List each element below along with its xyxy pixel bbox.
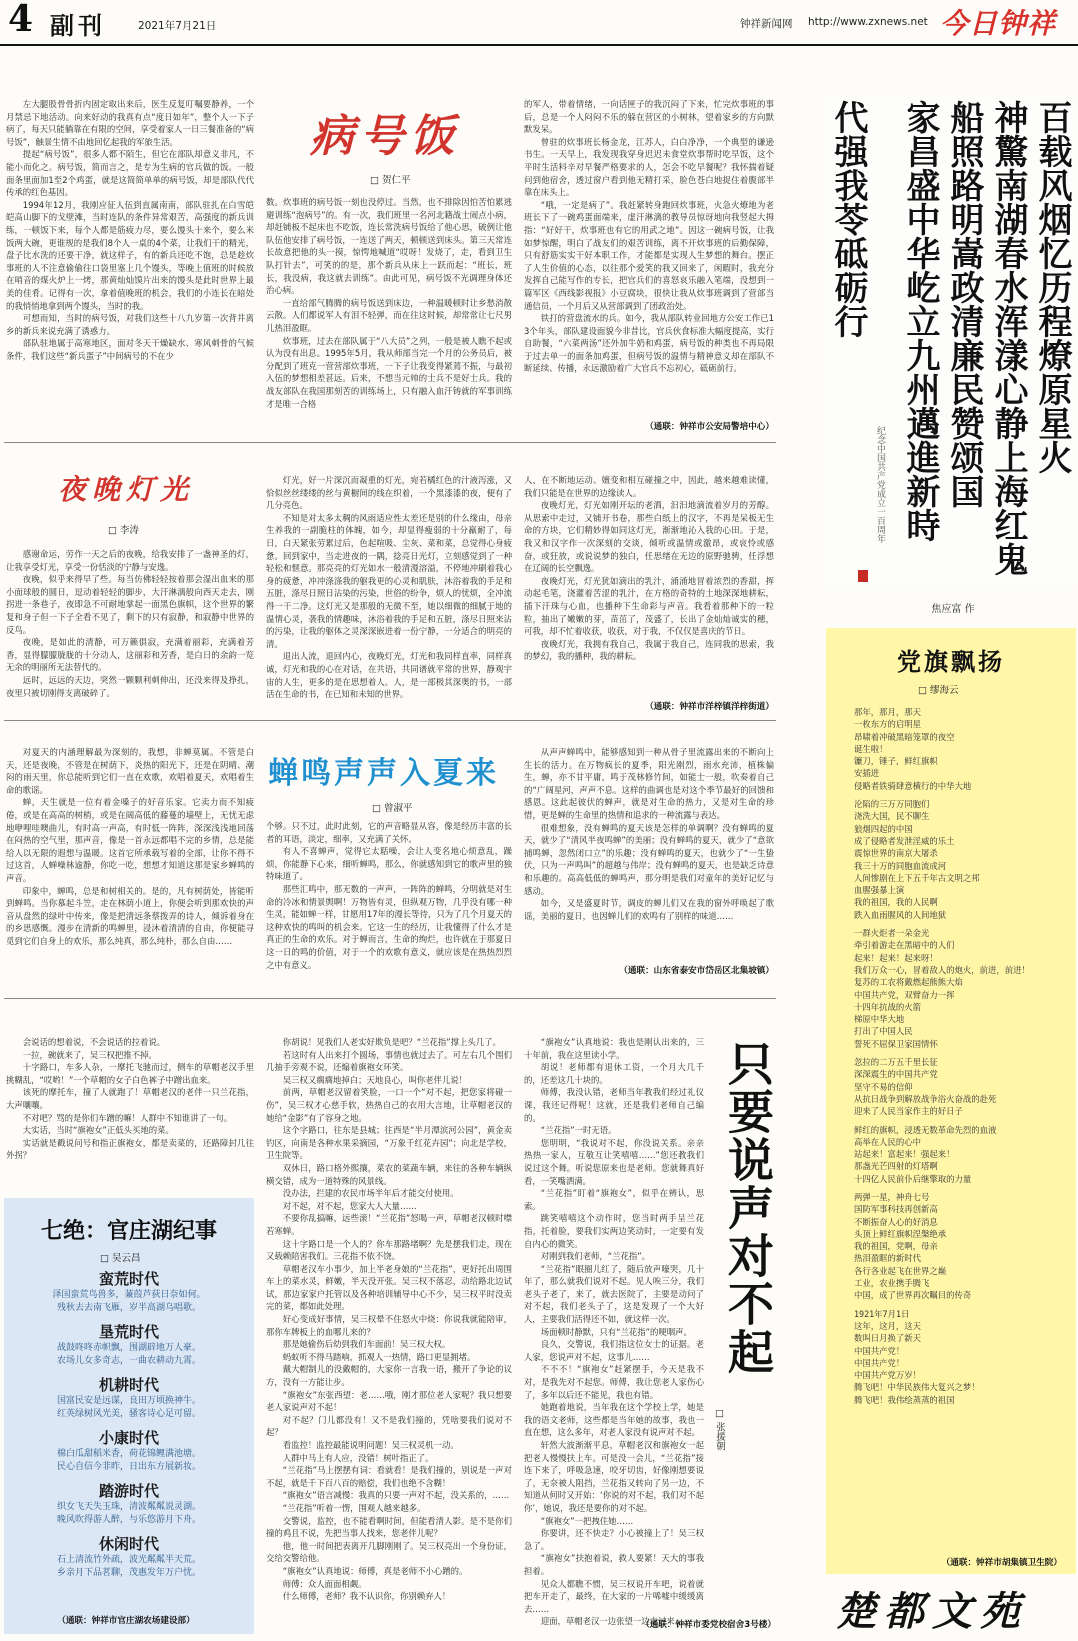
paragraph: 你胡说！见我们人老实好欺负是吧？“兰花指”撑上头几了。 bbox=[282, 1037, 501, 1047]
party-poem-author: □ 缪海云 bbox=[918, 682, 959, 696]
stanza bbox=[4, 1268, 254, 1315]
calligraphy-column: 家昌盛中华屹立九州邁進新時 bbox=[900, 100, 940, 542]
paragraph: “兰花指”听着一愣，围观人越来越多。 bbox=[282, 1502, 426, 1513]
paragraph: 感谢命运，劳作一天之后的夜晚，给我安排了一盏神圣的灯，让我享受灯光，享受一份恬淡的宁静与安逸。 bbox=[6, 549, 254, 572]
poem-line: 昂啸着冲破黑暗笼罩的夜空 bbox=[854, 731, 955, 742]
paragraph: 一拉，碗就来了，吴三权把推不掉。 bbox=[22, 1049, 157, 1060]
paragraph: 什么师傅，老师？我不认识你，你别赖弃人！ bbox=[282, 1591, 451, 1602]
stanza bbox=[4, 1321, 254, 1368]
paragraph: 提起“病号饭”，很多人都不陌生，但它在部队却意义非凡，不能小而化之。病号饭，简而言之，是专为生病的官兵做的饭。一般面条里面加1至2个鸡蛋，就是这简简单单的病号饭，却是部队代代传承的红色基因。 bbox=[6, 149, 254, 198]
stanza-line: 农场儿女多奇志，一曲农耕动九霄。 bbox=[56, 1356, 201, 1366]
paragraph: “兰花指”盯着“旗袍女”，似乎在辨认，思索。 bbox=[524, 1188, 704, 1211]
article4-title: 只要说声对不起 bbox=[721, 1040, 775, 1376]
poem-line: 那盏光芒四射的灯塔啊 bbox=[854, 1161, 938, 1172]
stanza bbox=[854, 1124, 1072, 1185]
stanza-line: 晚风吹得游人醉，与乐悠游月下舟。 bbox=[56, 1515, 201, 1525]
paragraph: 人，在不断地运动、嬗变和相互碰撞之中，因此，越来越难读懂，我们只能是在世界的边缘读人。 bbox=[524, 475, 774, 498]
paragraph: 的军人，带着情绪，一向话匣子的我沉闷了下来，忙完炊事班的事后，总是一个人闷闷不乐的躲在营区的小树林，望着家乡的方向默默发呆。 bbox=[524, 99, 774, 135]
stanza-heading: 踏游时代 bbox=[98, 1482, 159, 1500]
paragraph: “旗袍女”认真地说：师傅，真是老师不小心蹭的。 bbox=[282, 1565, 468, 1576]
article1-col1 bbox=[6, 98, 254, 438]
article1-col3 bbox=[524, 98, 774, 416]
paragraph: 会说话的想着说，不会说话的拉着说。 bbox=[22, 1037, 166, 1047]
article3-source: （通联：山东省泰安市岱岳区北集坡镇） bbox=[619, 966, 774, 976]
article3-col2 bbox=[266, 820, 512, 982]
article4-author: □ 张援朝 bbox=[712, 1408, 726, 1451]
divider bbox=[4, 720, 776, 721]
paragraph: 曾驻的炊事班长杨金龙，江苏人，白白净净，一个典型的谦逊书生。一天早上，我发现我穿身迟迟未食堂炊事帮时吃早饭，这个平时生活料辛对早餐严格要求的人，怎会不吃早餐呢？我怀揣着疑问到他宿舍，透过窗户看到他无精打采，脸色苍白地捉住着腹部半靠在床头上。 bbox=[524, 136, 774, 198]
paragraph: 可想而知，当时的病号饭，对我们这些十八九岁第一次背井离乡的新兵来说充满了诱惑力。 bbox=[6, 313, 254, 336]
poem-line: 那年，那月，那天 bbox=[854, 707, 921, 717]
paragraph: 胡说！老师都有退休工资，一个月大几千的，还差这几十块的。 bbox=[524, 1062, 704, 1085]
paragraph: “旗袍女”扶抱着说，救人要紧！天大的事我担着。 bbox=[524, 1553, 704, 1576]
paragraph: 印象中，蝉鸣，总是和树相关的。是的，凡有树荫处，皆能听到蝉鸣。当你慕起斗笠，走在林荫小道上，你便会听到那欢快的声音从盘然的绿叶中传来，像是把清远条蔡拨弄的诗人，倾诉着身在的乡思感慨。漫步在清新的鸣蝉里，浸沐着清清的自由，你便能寻觅到它们自身上的欢乐，那么纯真，那么纯朴，那么自由…… bbox=[6, 885, 254, 946]
poem-line: 我的祖国，党啊，母亲 bbox=[854, 1241, 938, 1252]
page-number: 4 bbox=[8, 0, 34, 40]
paragraph: 炊事班，过去在部队属于“八大员”之列，一般是被人瞧不起或认为没有出息。1995年5月，我从师部当完一个月的公务员后，被分配到了班克一营营部炊事班，一下子让我变得紧蔫不振，与最初入伍的梦想相差甚远。后来，不想当元帅的士兵不是好士兵。我的战友部队在我国那刻苦的训练场上，只有融入血汗铸就的军事训练才是唯一合格 bbox=[266, 335, 512, 409]
stanza-line: 战鼓咚咚赤帜飘，围湖辟地万人豪。 bbox=[56, 1343, 201, 1353]
stanza-line: 泽国蛮荒鸟兽多，蒹葭芦荻日奈如何。 bbox=[52, 1290, 206, 1300]
divider bbox=[4, 442, 776, 443]
poem-line: 诞生啦！ bbox=[854, 743, 888, 754]
paragraph: 一直给部气腾腾的病号饭送到床边，一种温暖顿时让乡愁消散云散。人们都说军人有泪不轻弹，而在往这时候，却常常让七尺男儿热泪盈眶。 bbox=[266, 297, 512, 333]
stanza-heading: 机耕时代 bbox=[98, 1376, 159, 1394]
stanza-heading: 垦荒时代 bbox=[98, 1323, 159, 1341]
poem-line: 鲜红的旗帜，浸透无数革命先烈的血液 bbox=[854, 1124, 997, 1135]
article1-col2 bbox=[266, 196, 512, 438]
paragraph: 蚂蚁听不得马踏响，抓观人一热情，路口更显拥堵。 bbox=[282, 1351, 476, 1362]
paragraph: 夜晚，是如此的清静，可万籁俱寂，充满着丽彩，充满着芳香，显得朦朦胧胧的十分动人，这丽彩和芳香，是白日的余韵一览无余的明丽所无法替代的。 bbox=[6, 637, 254, 673]
poem-line: 镰刀，锤子，鲜红旗帜 bbox=[854, 756, 938, 767]
paragraph: 铁打的营盘流水的兵。如今，我从部队转业回地方公安工作已13个年头，部队建设面貌今非昔比，官兵伙食标准大幅度提高，实行自助餐，“六菜两汤”还外加牛奶和鸡蛋，病号饭的种类也不再局限于过去单一的面条加鸡蛋，但病号饭的温情与精神意义却在部队不断延续、传播，永远激励着广大官兵不忘初心，砥砺前行。 bbox=[524, 313, 774, 374]
paragraph: 轩然大波渐渐平息，草帽老汉和旗袍女一起把老人慢慢扶上车。可是没一会儿，“兰花指”接连下来了，呼吸急速，咬牙切齿，好像刚想要说了，无奈被人阻挡，兰花指又转向了另一边，不知道从何时又开始：‘你说的对不起，我们对不起你’，她说，我还是要你的对不起。 bbox=[524, 1440, 704, 1513]
poem-line: 国防军事科技再创新高 bbox=[854, 1204, 938, 1215]
paragraph: 这个字路口，往东是县城；往西是“半月潭滨河公园”，黄金卖钓区，向南是各种水果采摘园，“万象千红花卉园”；向北是学校，卫生院等。 bbox=[266, 1125, 512, 1161]
paragraph: 很难想象，没有蝉鸣的夏天该是怎样的单调啊？没有蝉鸣的夏天，就少了“清风半夜鸣蝉”的美丽；没有蝉鸣的夏天，就少了“意欲捕鸣蝉，忽然闭口立”的乐趣；没有蝉鸣的夏天，也就少了“一生蛰伏，只为一声鸣叫”的超越与伟岸；没有蝉鸣的夏天，也是缺乏诗意和乐趣的。高高低低的蝉鸣声，那分明是我们对童年的美好记忆与感动。 bbox=[524, 822, 774, 896]
stanza-heading: 小康时代 bbox=[98, 1429, 159, 1447]
paragraph: 实话就是戳说问号和指正旗袍女，都是卖菜的，还路障封几往外拐？ bbox=[6, 1137, 254, 1161]
party-poem-source: （通联：钟祥市胡集镇卫生院） bbox=[941, 1558, 1062, 1568]
paragraph: 有人不喜蝉声，觉得它太聒噪，会让人变名地心烦意乱，躁烦，你能静下心来，细听蝉鸣，那么，你就感知到它的歌声里的独特味道了。 bbox=[266, 846, 512, 882]
stanza bbox=[4, 1374, 254, 1421]
paragraph: 对刚到我们老师，“兰花指”。 bbox=[540, 1251, 650, 1262]
poem-line: 十四年抗战的火箭 bbox=[854, 1001, 921, 1012]
paragraph: 师傅：众人面面相觑。 bbox=[282, 1578, 367, 1589]
poem-line: 十四亿人民前仆后继擎取的力量 bbox=[854, 1173, 972, 1184]
poem-line: 从抗日战争到解放战争浴火奋战的赴死 bbox=[854, 1093, 997, 1104]
poem-line: 热泪盈眶的新时代 bbox=[854, 1253, 921, 1264]
paragraph: 对不起，对不起，您家大人大量…… bbox=[282, 1200, 417, 1211]
column-logo: 楚都文苑 bbox=[836, 1588, 1028, 1635]
poem-line: 人间惨剧在上下五千年古文明之邦 bbox=[854, 872, 980, 883]
paragraph: “兰花指”马上摆摆有词：看就看！是我们撞的，别说是一声对不起，就是千下百八百的赔偿，我们也绝不含糊！ bbox=[266, 1465, 512, 1488]
paragraph: 夜晚，似乎来得早了些。每当仿佛轻轻按着那会湿出血来的那小面球般的圆日，逗动着轻轻的脚步，大汗淋漓般向西天走去，刚拐进一条巷子，夜即急不可耐地掌起一面黑色旗帜，这个世界的繁复和身子但一下子全看不见了，剩下的只有寂静，和寂静中世界的反鸟。 bbox=[6, 574, 254, 635]
paragraph: 看监控！监控最能说明问题！吴三权灵机一动。 bbox=[282, 1440, 459, 1450]
paragraph: 十字路口，车多人杂，一摩托飞驰而过，侧车的草帽老汉手里挑糊乱，“哎哟！”一个草帽的女子白色裤子中蹭出血来。 bbox=[6, 1062, 254, 1085]
paragraph: 夜晚灯光，灯光如刚开坛的老酒，汩汩地滴流着岁月的芳醇。从思索中走过，又铺开书卷，那些白纸上的汉字，不再是呆板无生命的方块，它们精妙得如同这灯光，渐渐地沁入我的心田。于是，我又和汉字作一次深刻的交谈，倾听或温情或激昂，或哀怜或感奋，或狂放，或说说梦的独白，任思绪在无边的原野驰骋，任浮想在辽阔的长空飘逸。 bbox=[524, 500, 774, 574]
header-rule bbox=[0, 44, 1078, 46]
poem-line: 震惊世界的南京大屠杀 bbox=[854, 848, 938, 859]
poem-line: 中国，成了世界再次瞩目的传奇 bbox=[854, 1290, 972, 1301]
paragraph: “兰花指”一时无语。 bbox=[540, 1125, 617, 1136]
stanza-heading: 休闲时代 bbox=[98, 1535, 159, 1553]
article4-col1 bbox=[6, 1036, 254, 1192]
poem-line: 狼烟四起的中国 bbox=[854, 823, 913, 834]
article2-col3 bbox=[524, 474, 774, 698]
poem-box bbox=[4, 1198, 254, 1634]
stanza bbox=[854, 798, 1072, 921]
poem-line: 跌入血雨腥风的人间地狱 bbox=[854, 909, 947, 920]
paragraph: 双休日，路口格外熙攘，菜农的菜蔬车辆，来往的各种车辆纵横交错，成为一道特殊的风景线。 bbox=[266, 1162, 512, 1186]
paragraph: “旗袍女”语言减慢：我真的只要一声对不起，没关系的，…… bbox=[282, 1490, 510, 1501]
poem-line: 迎来了人民当家作主的好日子 bbox=[854, 1106, 963, 1117]
poem-source: （通联：钟祥市官庄湖农场建设部） bbox=[57, 1616, 195, 1626]
poem-line: 安插进 bbox=[854, 768, 880, 779]
calligraphy-column: 神驚南湖春水浑漾心静上海红鬼 bbox=[988, 100, 1028, 576]
paragraph: 吴三权又瘸瘸地掉白；天地良心，叫你老伴儿说！ bbox=[282, 1074, 468, 1085]
paragraph: 戴大帽制儿的没戴帽的，大家你一言我一语，搬开了争论的议方，没有一方能让步。 bbox=[266, 1364, 512, 1388]
paragraph: “兰花指”眼圈儿红了，随后放声嚎哭，几十年了，那么就我们说对不起。见人唉三分，我们老头子老了，来了，就去医院了，主要是动问了对不起，我们老头子了，这是发现了一个大好人，主要我们活得还不如，就这样一次。 bbox=[524, 1263, 704, 1325]
stanza-line: 残秋去去南飞雁，岁半高湖乌唱歌。 bbox=[56, 1303, 201, 1313]
poem-line: 1921年7月1日 bbox=[854, 1308, 910, 1319]
article4-col2 bbox=[266, 1036, 512, 1636]
article3-title: 蝉鸣声声入夏来 bbox=[268, 756, 499, 791]
page-header bbox=[0, 0, 1078, 44]
paragraph: “旗袍女”认真地说：我也是刚认出来的，三十年前，我在这里读小学。 bbox=[524, 1037, 704, 1060]
poem-line: 浇洗大国，民不聊生 bbox=[854, 811, 930, 822]
poem-line: 侵略者铁骑肆意横行的中华大地 bbox=[854, 780, 972, 791]
poem-line: 中国共产党万岁！ bbox=[854, 1370, 921, 1381]
poem-line: 不断振奋人心的好消息 bbox=[854, 1216, 938, 1227]
poem-line: 一枚东方的启明星 bbox=[854, 719, 921, 730]
poem-stanzas bbox=[4, 1268, 254, 1586]
paragraph: 草帽老汉车小事少，加上半老身娘的“兰花指”，更好托出周围车上的菜水灵，鲜嫩，半天没开张。吴三权不落忍，动给路北边试试，那边家家户托管以及各种培训辅导中心不少，吴三权平时没卖完的菜，都如此处理。 bbox=[266, 1263, 512, 1312]
poem-line: 梯原中华大地 bbox=[854, 1014, 905, 1025]
site-name: 钟祥新闻网 bbox=[740, 18, 793, 30]
poem-line: 忽拉的二万五千里长征 bbox=[854, 1057, 938, 1068]
stanza-heading: 蛮荒时代 bbox=[98, 1270, 159, 1288]
poem-line: 中国共产党！ bbox=[854, 1357, 905, 1368]
poem-line: 打出了中国人民 bbox=[854, 1026, 913, 1037]
stanza-line: 石上清流竹外疏，波光粼粼半天荒。 bbox=[56, 1555, 201, 1565]
paragraph: 不不不！“旗袍女”赶紧摆手，今天是我不对，是我先对不起您。师傅，我让您老人家伤心了，多年以后还不能见，我也有错。 bbox=[524, 1364, 704, 1400]
stanza bbox=[4, 1480, 254, 1527]
issue-date: 2021年7月21日 bbox=[138, 20, 217, 32]
paragraph: 远时，远远的天边，突然一颗颗利刺伸出，还没来得及挣扎，夜里只被切刚得支离破碎了。 bbox=[6, 674, 254, 698]
poem-line: 头顶上鲜红旗帜涅槃绝承 bbox=[854, 1228, 947, 1239]
paragraph: 1994年12月，我刚应征人伍到直属南南，部队驻扎在白雪皑皑高山脚下的戈壁滩，当时连队的条件异常艰苦，高强度的新兵训练，一顿饭下来，每个人都是筋疲力尽，要么馒头十来个，要么米饭两大碗，更谁规的是我们8个人一桌的4个菜，让我们干的精光，盘子比水洗的还要干净，就这样子，有的新兵还吃不饱，总是趁炊事班的人不注意偷偷往口袋里塞上几个馒头，等晚上值班的时候放在哨音的煤火炉上一烤，那黄灿灿馍片出来的馒头是此时世界上最美的佳肴。记得有一次，拿着值晚班的机会，我们的小连长在暗处的我悄悄地拿到两个馒头，当时的我。 bbox=[6, 199, 254, 311]
poem-line: 成了侵略者发泄淫威的乐土 bbox=[854, 835, 955, 846]
article4-source: （通联：钟祥市委党校宿舍3号楼） bbox=[641, 1620, 776, 1630]
paragraph: 没办法，拦建的农民市场半年后才能交付使用。 bbox=[282, 1188, 459, 1199]
paragraph: 她跑着地说，当年我在这个学校上学，她是我的语文老师，这些都是当年她的故事，我也一直在想，这么多年，对老人家没有说声对不起。 bbox=[524, 1402, 704, 1438]
party-poem-title: 党旗飘扬 bbox=[897, 648, 1005, 676]
party-poem-box bbox=[826, 628, 1076, 1574]
article4-col3 bbox=[524, 1036, 704, 1627]
poem-line: 两弹一星，神舟七号 bbox=[854, 1191, 930, 1202]
stanza bbox=[854, 1308, 1072, 1406]
paragraph: 对不起？门儿都没有！又不是我们撞的，凭啥要我们说对不起？ bbox=[266, 1414, 512, 1438]
article1-title: 病号饭 bbox=[310, 111, 460, 162]
paragraph: 从声声蝉鸣中，能够感知到一种从骨子里流露出来的不断向上生长的活力。在万物疯长的夏季，阳光刚烈，雨水充沛，植株偏生，蝉，亦不甘平庸，鸣于茂林修竹间，如能士一般，吹奏着自己的“广阔星河，声声不息。这样的曲调也是对这个季节最好的回馈和感恩。这此起彼伏的蝉声，就是对生命的热力，又是对生命的珍惜，更是蝉的生命里的热情和追求的一种流露与表达。 bbox=[524, 747, 774, 820]
paragraph: “旗袍女”东张西望：老……哦，刚才那位老人家呢？我只想要老人家说声对不起！ bbox=[266, 1389, 512, 1413]
section-name: 副刊 bbox=[50, 12, 106, 40]
poem-line: 工业，农业携手腾飞 bbox=[854, 1278, 930, 1289]
paragraph: 这十字路口是一个人的？你车那路堵啊？先是摆我们走，现在又载赖陪害我们。三花指不依不饶。 bbox=[266, 1238, 512, 1262]
stanza bbox=[4, 1427, 254, 1474]
poem-line: 这年，这月，这天 bbox=[854, 1320, 921, 1331]
stanza bbox=[854, 706, 1072, 792]
paragraph: 交警说，监控，也不能看啊时间，但能看清人影。是不是你们撞的鸡且不说，先把当事人找来，您老伴儿呢？ bbox=[266, 1515, 512, 1539]
poem-line: 我三十万的同胞血流成河 bbox=[854, 860, 947, 871]
calligraphy-credit: 焦应富 作 bbox=[931, 604, 975, 615]
paragraph: 如今，又是盛夏时节，调皮的蝉儿们又在我的窗外呼唤起了歌谣，美丽的夏日，也因蝉儿们的欢鸣有了别样的味道…… bbox=[524, 898, 774, 921]
paragraph: “旗袍女”一把拽住她…… bbox=[540, 1515, 634, 1526]
paragraph: 那些汇鸣中，那无数的一声声，一阵阵的蝉鸣，分明就是对生命的冷冰和情景舆啊！万物皆有灵，但纵观万物，几乎没有哪一种生灵，能如蝉一样，甘愿用17年的漫长等待，只为了几个月夏天的这种欢快的鸣叫的机会来。它这一生的经历，让我懂得了什么才是真正的生命的欢乐。对于蝉而言，生命的绚烂，也许就在于那夏日这一日的鸣的价值，对于一个的欢歌有意义，就应该是在热热烈烈之中有意义。 bbox=[266, 883, 512, 970]
paragraph: 灯光，好一片深沉而凝重的灯光，宛若橘红色的汁液泻涨，又恰似丝丝缕缕的丝与黄橱间的线在织着，一个黑漆漆的夜，便有了几分亮色。 bbox=[266, 475, 512, 511]
stanza bbox=[854, 927, 1072, 1050]
article2-col1 bbox=[6, 548, 254, 716]
paragraph: 师傅，我没认错，老师当年教我们经过礼仪课，我还记得呢！这就，还是我们老师自己编的。 bbox=[524, 1087, 704, 1123]
stanza-line: 民心自信今非昨，日出东方展新妆。 bbox=[56, 1462, 201, 1472]
calligraphy-inscription: 纪念中国共产党成立一百周年 bbox=[875, 426, 885, 543]
stanza bbox=[854, 1056, 1072, 1117]
article1-source: （通联：钟祥市公安局警培中心） bbox=[645, 422, 774, 432]
site-url[interactable]: http://www.zxnews.net bbox=[808, 16, 928, 28]
poem-line: 坚守不易的信仰 bbox=[854, 1081, 913, 1092]
paragraph: 退出人流，退回内心，夜晚灯光，灯光和我同样直率，同样真诚，灯光和我的心在对话，在共语，共同谱就平常的世界，静观宇宙的人生，更多的是在思想着人。人，是一部极其深奥的书，一部活在生命的书，在已知和未知的世界。 bbox=[266, 651, 512, 700]
poem-line: 深深震生的中国共产党 bbox=[854, 1069, 938, 1080]
article3-col1 bbox=[6, 746, 254, 982]
poem-line: 复苏的工农将戴燃起熊熊大焰 bbox=[854, 977, 963, 988]
calligraphy-column: 百载风烟忆历程燎原星火 bbox=[1032, 100, 1072, 474]
poem-line: 各行各业起飞在世界之巅 bbox=[854, 1265, 947, 1276]
paragraph: 良久，交警说，我们指这位女士的证据。老人家，您说声对不起，这事儿…… bbox=[524, 1339, 704, 1362]
paragraph: 大实话，当时“旗袍女”正低头买地的菜。 bbox=[22, 1125, 174, 1136]
article3-author: □ 曾淑平 bbox=[372, 800, 413, 814]
paragraph: 若这时有人出来打个圆场，事情也就过去了。可左右几个围们几抽手旁观不说，还煽着旗袍女环笑。 bbox=[266, 1049, 512, 1073]
article2-source: （通联：钟祥市洋梓镇洋梓街道） bbox=[645, 702, 774, 712]
paragraph: 部队驻地属于高寒地区，面对冬天干燥缺水、寒风刺骨的气候条件，我们这些“新兵蛋子”中间病号的不在少 bbox=[6, 338, 254, 361]
stanza-line: 乡亲月下品茗聊，茂惠发年万户忧。 bbox=[56, 1568, 201, 1578]
article1-author: □ 贺仁平 bbox=[370, 172, 411, 186]
poem-line: 起来！起来！起来呀！ bbox=[854, 952, 938, 963]
paragraph: 不对吧？骂的是你们车蹭的嘛！人群中不知谁讲了一句。 bbox=[22, 1112, 233, 1123]
stanza bbox=[4, 1533, 254, 1580]
calligraphy-artwork bbox=[826, 100, 1076, 586]
paragraph: 夜晚灯光，我拥有我自己，我属于我自己，连同我的思索，我的梦幻，我的播种，我的耕耘。 bbox=[524, 638, 774, 662]
paragraph: 人群中马上有人应，没错！树叶指正了。 bbox=[282, 1452, 434, 1463]
article3-col3 bbox=[524, 746, 774, 960]
stanza-line: 织女飞天失玉珠，清波粼粼说灵湖。 bbox=[56, 1502, 201, 1512]
article2-title: 夜晚灯光 bbox=[58, 473, 195, 506]
paragraph: 个够。只不过，此时此刻，它的声音略显从容，像是经历丰富的长者的耳语，淡定，细率，又充满了关怀。 bbox=[266, 821, 512, 844]
poem-line: 我的祖国，我的人民啊 bbox=[854, 897, 938, 908]
poem-line: 数叫日月换了新天 bbox=[854, 1333, 921, 1344]
paragraph: 对夏天的内涵理解最为深刻的，我想，非蝉莫属。不管是白天，还是夜晚，不管是在树荫下，炎热的阳光下，还是在阴晴、潮闷的雨天里，你总能听到它们一直在欢歌，欢唱着夏天，欢唱着生命的歌谣。 bbox=[6, 747, 254, 795]
poem-line: 腾飞吧！我伟绘蒸蒸的祖国 bbox=[854, 1394, 955, 1405]
stanza bbox=[854, 1191, 1072, 1302]
paragraph: 你要讲，还不快走？小心被撞上了！吴三权急了。 bbox=[524, 1528, 704, 1551]
calligraphy-column: 船照路明嵩政清廉民赞颂国 bbox=[944, 100, 984, 508]
poem-line: 沦陷的三万万同胞们 bbox=[854, 799, 930, 810]
article2-author: □ 李涛 bbox=[108, 522, 139, 536]
paragraph: 不知是对太多太稠的风雨适应性太差还是别的什么缘由，母亲生养我的一副脆柱的体魄，如今，却显得瘦弱的十分羸耐了，每日，白天紧张劳累过后，色起喧吸、尘灰、菜和菜，总觉得心身疲惫。回到家中，当走进夜的一隅，捻亮日光灯，立刻感觉到了一种轻松和惬意。那亮亮的灯光如水一般清漫溶溢，不停地冲刷着我心身的疲惫，冲冲涤涤我的躯我更的心灵和肌肤，沐浴着我的手足和五脏，涤尽日照日沾染的污染，世俗的纷争，烦人的忧烦，全冲流得一干二净。这灯光又是那般的无微不至，她以细微的细腻于地的温情心灵，袭我的情趣味，沐浴着我的手足和五脏，涤尽日照来沾的污染，让我的躯体之灵深深嵌进着一份宁静，一分适合的明亮的清。 bbox=[266, 512, 512, 649]
poem-line: 中国共产党！ bbox=[854, 1345, 905, 1356]
paragraph: 您明明，“我说对不起，你没说关系。亲亲热热一家人，互敬互让笑嘻嘻……”您还教我们说过这个舞。听说您原来也是老师。您就舞真好看，一笑嘴洒满。 bbox=[524, 1137, 704, 1186]
paragraph: 前两，草帽老汉留着笑脸，一口一个“对不起，把您家将碰一伤”，吴三权才心慈手软，热热自己的衣用大言地，让草帽老汉的她给“金影”有了容身之地。 bbox=[266, 1087, 512, 1123]
poem-line: 我们万众一心，冒着敌人的炮火，前进，前进！ bbox=[854, 964, 1030, 975]
poem-line: 一群火炬者一朵金光 bbox=[854, 928, 930, 939]
paragraph: 那是她偷伤后幼到我们车面前！吴三权大权。 bbox=[282, 1339, 451, 1350]
poem-title: 七绝：官庄湖纪事 bbox=[40, 1219, 217, 1244]
party-poem-body bbox=[854, 706, 1072, 1412]
paragraph: 好心变成好事情，吴三权晕不住怒火中烧：你说我就能陪审，那你车牌板上的血哪儿来的？ bbox=[266, 1314, 512, 1337]
poem-line: 中国共产党，双臂奋力一挥 bbox=[854, 989, 955, 1000]
poem-line: 高举在人民的心中 bbox=[854, 1136, 921, 1147]
masthead-logo: 今日钟祥 bbox=[940, 7, 1057, 40]
stanza-line: 国富民安是远谋，良田万顷换神牛。 bbox=[56, 1396, 201, 1406]
paragraph: 夜晚灯光，灯光犹如滴出的乳汁，涌涌地冒着浓烈的香甜，挥动起毛笔，浇灌着苦涩的乳汁，在方格的奇特的土地深深地耕耘，插下汗珠与心血，也播种下生命彩与声音。我看着那种下的一粒粒，抽出了嫩嫩的芽，苗茁了，茂盛了，长出了金灿灿诚实的穗，可我，却不忙着收获，收获，对于我，不仅仅是喜庆的节日。 bbox=[524, 575, 774, 637]
stanza-line: 红英绿树风光美，骚客诗心足可留。 bbox=[56, 1409, 201, 1419]
article2-col2 bbox=[266, 474, 512, 716]
paragraph: “哦，一定是病了”。我赶紧转身跑回炊事班，火急火燎地为老班长下了一碗鸡蛋面端来，虚汗淋漓的教导员惊讶地向我竖起大拇指：“好好干，炊事班也有它的用武之地”。因这一碗病号饭，让我如梦惊醒，明白了战友们的艰苦训练，离不开炊事班的后勤保障，只有舒筋实实干好本职工作，才能都是实现人生梦想的舞台。摆正了人生价值的心态，以往那个爱笑的我又回来了，闲暇时，我充分发挥自己能写作的专长，把官兵们的喜怒哀乐融入笔端，没想到一篇军区《西线影视报》小豆腐块，很快让我从炊事班调到了营部当通信员，一个月后又从营部调到了团政治处。 bbox=[524, 199, 774, 311]
paragraph: 场面顿时静默，只有“兰花指”的哽咽声。 bbox=[540, 1326, 692, 1337]
poem-line: 站起来！富起来！强起来！ bbox=[854, 1149, 955, 1160]
paragraph: 不要你乱搞嘛，远些滚！“兰花指”怒喝一声，草帽老汉顿时噤若寒蝉。 bbox=[266, 1213, 512, 1236]
poem-author: □ 吴云昌 bbox=[100, 1250, 141, 1264]
paragraph: 他，他一时间把表离开几脚刚刚了。吴三权亮出一个身份证，交给交警给他。 bbox=[266, 1540, 512, 1564]
paragraph: 左大腿股骨骨折内固定取出来后，医生反复叮嘱要静养，一个月禁忌下地活动。向来好动的我真有点“度日如年”，整个人一下子病了，每天只能躺靠在有限的空间，享受着家人一日三餐准备的“病号饭”，触景生情不由地回忆起我的军旅生活。 bbox=[6, 99, 254, 147]
calligraphy-column: 代强我苓砥砺行 bbox=[828, 100, 868, 338]
paragraph: 跳笑嘻嘻这个动作时，您当时两手呈兰花指，托着脸，要我们实两边笑动时，一定要有发自内心的微笑。 bbox=[524, 1213, 704, 1249]
paragraph: 蝉，天生就是一位有着金嗓子的好音乐家。它卖力而不知疲倦，或是在高高的树梢，或是在阔高低的藤蔓的墙壁上，无忧无虑地咿哩哇噢曲儿，有时高一声高，有时低一阵阵，深深浅浅地回荡在闷热的空气里，那声音，像是一首永远都唱不完的乡情，总是能给人以无限的遐想与温暖。这首它所承载写着的全部，让你不得不过这首，人蝉噪林逾静，你吃一吃，想想才知道这那是家乡蝉鸣的声音。 bbox=[6, 797, 254, 883]
red-seal bbox=[858, 570, 868, 582]
poem-line: 牵引着游走在黑暗中的人们 bbox=[854, 940, 955, 951]
stanza-line: 棉白瓜甜稻米香，荷花锦鲤满池塘。 bbox=[56, 1449, 201, 1459]
poem-line: 腾飞吧！中华民族伟大复兴之梦！ bbox=[854, 1382, 980, 1393]
poem-line: 誓死不屈保卫家国情怀 bbox=[854, 1038, 938, 1049]
paragraph: 数。炊事班的病号饭一刻也没停过。当然，也不排除因怕苦怕累逃避训练“泡病号”的。有一次，我们班里一名河北籍战士闹点小病，却赶铺板不起床也不吃饭，连长常洗病号饭给了他心思，破例让他队伍他安排了病号饭，一连送了两天，顿顿送到床头。第三天常连长故意把他的头一摸，惊愕地喊道“哎呀！发烧了，走，看到卫生队打针去”，可笑的的是，那个新兵从床上一跃而起：“班长，班长，我没病，我这就去训练”。由此可见，病号饭不光调理身体还治心病。 bbox=[266, 197, 512, 296]
paragraph: 迎面，草帽老汉一边张望一边走过来…… bbox=[540, 1616, 692, 1627]
paragraph: 见众人都瞧不惯，吴三权说开车吧，说着就把车开走了，最终，在大家的一片唏嘘中缓缓离去…… bbox=[524, 1578, 704, 1614]
paragraph: 该死的摩托车，撞了人就跑了！草帽老汉的老伴一只兰花指，大声嚷嚷。 bbox=[6, 1087, 254, 1110]
poem-line: 血腥强暴上演 bbox=[854, 885, 905, 896]
divider bbox=[4, 998, 776, 999]
